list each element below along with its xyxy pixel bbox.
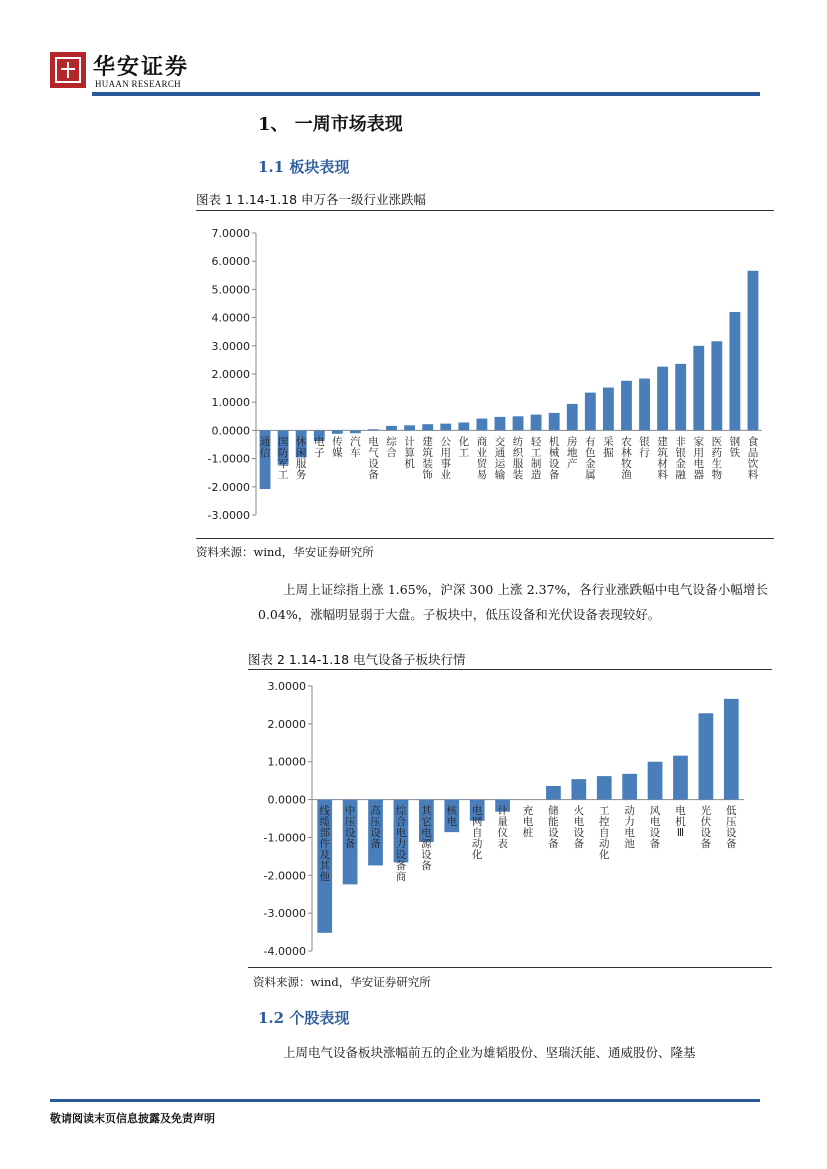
chart1-y-tick-label: 5.0000 xyxy=(211,283,250,297)
chart2-bar xyxy=(597,776,612,799)
figure2-top-rule xyxy=(248,669,772,670)
chart2-y-tick-label: 2.0000 xyxy=(267,717,306,731)
section-heading: 1、 一周市场表现 xyxy=(258,114,403,135)
chart1-category-label: 银行 xyxy=(639,435,650,459)
chart2-y-tick-label: 1.0000 xyxy=(267,755,306,769)
chart2-y-tick-label: 3.0000 xyxy=(267,680,306,693)
chart1-bar xyxy=(585,393,596,431)
chart1-category-label: 家用电器 xyxy=(693,435,704,481)
chart1-category-label: 钢铁 xyxy=(729,435,741,459)
chart2-category-label: 储能设备 xyxy=(548,805,559,851)
footer-rule xyxy=(50,1099,760,1102)
figure2-bottom-rule xyxy=(248,967,772,968)
chart1-category-label: 传媒 xyxy=(332,435,343,459)
chart1-category-label: 通信 xyxy=(259,435,271,459)
chart2-y-tick-label: 0.0000 xyxy=(267,793,306,807)
chart2-category-label: 其它电源设备 xyxy=(421,805,432,873)
chart1-category-label: 食品饮料 xyxy=(747,435,759,481)
chart1-category-label: 汽车 xyxy=(350,435,361,459)
chart1-category-label: 农林牧渔 xyxy=(621,435,632,481)
chart1-bar xyxy=(476,419,487,431)
chart1-bar xyxy=(748,271,759,431)
subsection-heading-sector: 1.1 板块表现 xyxy=(258,158,350,176)
chart2-y-tick-label: -4.0000 xyxy=(263,945,306,958)
chart2-category-label: 动力电池 xyxy=(624,805,635,851)
chart2-bar xyxy=(546,786,561,800)
chart1-bar xyxy=(495,417,506,431)
chart1-bar xyxy=(404,425,415,430)
chart2-bar xyxy=(673,756,688,800)
chart1-bar xyxy=(675,364,686,431)
chart2-y-tick-label: -1.0000 xyxy=(263,831,306,845)
chart1-bar xyxy=(350,430,361,433)
chart1-bar xyxy=(621,381,632,431)
chart1-category-label: 化工 xyxy=(458,435,470,459)
brand-name-en: HUAAN RESEARCH xyxy=(95,79,181,89)
chart2-category-label: 电网自动化 xyxy=(471,805,483,862)
chart1-bar xyxy=(440,424,451,431)
chart2-category-label: 火电设备 xyxy=(573,805,585,851)
chart1-category-label: 建筑材料 xyxy=(657,435,668,481)
chart1-category-label: 机械设备 xyxy=(548,435,560,481)
chart1-y-tick-label: -2.0000 xyxy=(207,480,250,494)
chart2-bar xyxy=(571,779,586,799)
chart1-category-label: 医药生物 xyxy=(711,435,723,481)
figure1-caption: 图表 1 1.14-1.18 申万各一级行业涨跌幅 xyxy=(196,192,427,207)
chart1-category-label: 电气设备 xyxy=(368,435,379,481)
chart1-category-label: 计算机 xyxy=(404,435,415,470)
chart1-bar xyxy=(639,379,650,431)
chart2-category-label: 高压设备 xyxy=(370,805,381,851)
body-paragraph: 上周上证综指上涨 1.65%，沪深 300 上涨 2.37%，各行业涨跌幅中电气设备小幅增长 0.04%，涨幅明显弱于大盘。子板块中，低压设备和光伏设备表现较好。 xyxy=(258,582,768,622)
chart1-category-label: 房地产 xyxy=(567,435,578,470)
chart1-bar xyxy=(531,415,542,431)
footer-disclaimer: 敬请阅读末页信息披露及免责声明 xyxy=(50,1112,215,1125)
chart1-category-label: 交通运输 xyxy=(494,435,506,481)
chart1-category-label: 纺织服装 xyxy=(512,435,524,481)
figure1-source: 资料来源：wind，华安证券研究所 xyxy=(196,545,374,559)
chart2-category-label: 中压设备 xyxy=(344,805,356,851)
chart1-bar xyxy=(386,426,397,431)
figure1-bottom-rule xyxy=(196,538,774,539)
figure1-top-rule xyxy=(196,210,774,211)
chart1-bar xyxy=(422,424,433,430)
chart1-bar xyxy=(567,404,578,431)
chart1-y-tick-label: 0.0000 xyxy=(211,424,250,438)
chart-industry-returns xyxy=(196,212,774,538)
chart1-bar xyxy=(368,429,379,430)
chart1-bar xyxy=(458,423,469,431)
chart1-category-label: 休闲服务 xyxy=(295,435,307,481)
chart2-category-label: 光伏设备 xyxy=(700,805,712,851)
chart1-category-label: 有色金属 xyxy=(585,435,596,481)
brand-name-cn: 华安证券 xyxy=(93,54,190,80)
chart1-category-label: 采掘 xyxy=(603,435,614,459)
chart2-category-label: 综合电力设备商 xyxy=(395,805,407,884)
chart1-y-tick-label: 1.0000 xyxy=(211,396,250,410)
chart2-bar xyxy=(699,713,714,799)
figure2-caption: 图表 2 1.14-1.18 电气设备子板块行情 xyxy=(248,652,466,667)
chart1-y-tick-label: -3.0000 xyxy=(207,509,250,522)
chart1-category-label: 轻工制造 xyxy=(530,435,542,481)
chart1-bar xyxy=(513,416,524,430)
chart1-category-label: 国防军工 xyxy=(277,435,289,481)
chart2-category-label: 计量仪表 xyxy=(497,805,508,851)
chart1-y-tick-label: 3.0000 xyxy=(211,339,250,353)
chart1-bar xyxy=(657,367,668,431)
subsection-heading-stocks: 1.2 个股表现 xyxy=(258,1009,350,1027)
chart1-bar xyxy=(549,413,560,430)
chart-subsector-returns xyxy=(248,671,772,967)
chart2-category-label: 核电 xyxy=(446,805,458,829)
company-logo xyxy=(50,52,86,88)
chart2-category-label: 工控自动化 xyxy=(598,805,610,862)
chart1-y-tick-label: 4.0000 xyxy=(211,311,250,325)
chart1-category-label: 商业贸易 xyxy=(476,435,488,481)
chart2-category-label: 充电桩 xyxy=(522,805,534,840)
chart1-bar xyxy=(603,388,614,431)
chart1-category-label: 公用事业 xyxy=(440,435,451,481)
chart2-y-tick-label: -3.0000 xyxy=(263,907,306,921)
chart1-y-tick-label: 6.0000 xyxy=(211,255,250,269)
chart2-bar xyxy=(622,774,637,800)
chart2-bar xyxy=(648,762,663,800)
chart1-y-tick-label: 7.0000 xyxy=(211,227,250,240)
body-paragraph: 上周电气设备板块涨幅前五的企业为雄韬股份、坚瑞沃能、通威股份、隆基 xyxy=(283,1045,696,1060)
chart1-bar xyxy=(332,430,343,433)
chart1-bar xyxy=(693,346,704,431)
chart1-category-label: 非银金融 xyxy=(675,435,686,481)
chart1-y-tick-label: -1.0000 xyxy=(207,452,250,466)
header-rule xyxy=(92,92,760,96)
chart1-bar xyxy=(711,341,722,430)
chart2-category-label: 线缆部件及其他 xyxy=(319,805,330,884)
chart2-bar xyxy=(724,699,739,800)
chart1-y-tick-label: 2.0000 xyxy=(211,368,250,381)
chart2-category-label: 电机 Ⅲ xyxy=(675,805,686,840)
chart2-category-label: 低压设备 xyxy=(726,805,737,851)
chart1-category-label: 建筑装饰 xyxy=(422,435,433,481)
chart2-category-label: 风电设备 xyxy=(649,805,661,851)
figure2-source: 资料来源：wind，华安证券研究所 xyxy=(253,975,431,989)
chart1-category-label: 综合 xyxy=(386,435,397,459)
chart1-bar xyxy=(729,312,740,430)
chart2-y-tick-label: -2.0000 xyxy=(263,869,306,883)
chart1-category-label: 电子 xyxy=(314,435,325,459)
